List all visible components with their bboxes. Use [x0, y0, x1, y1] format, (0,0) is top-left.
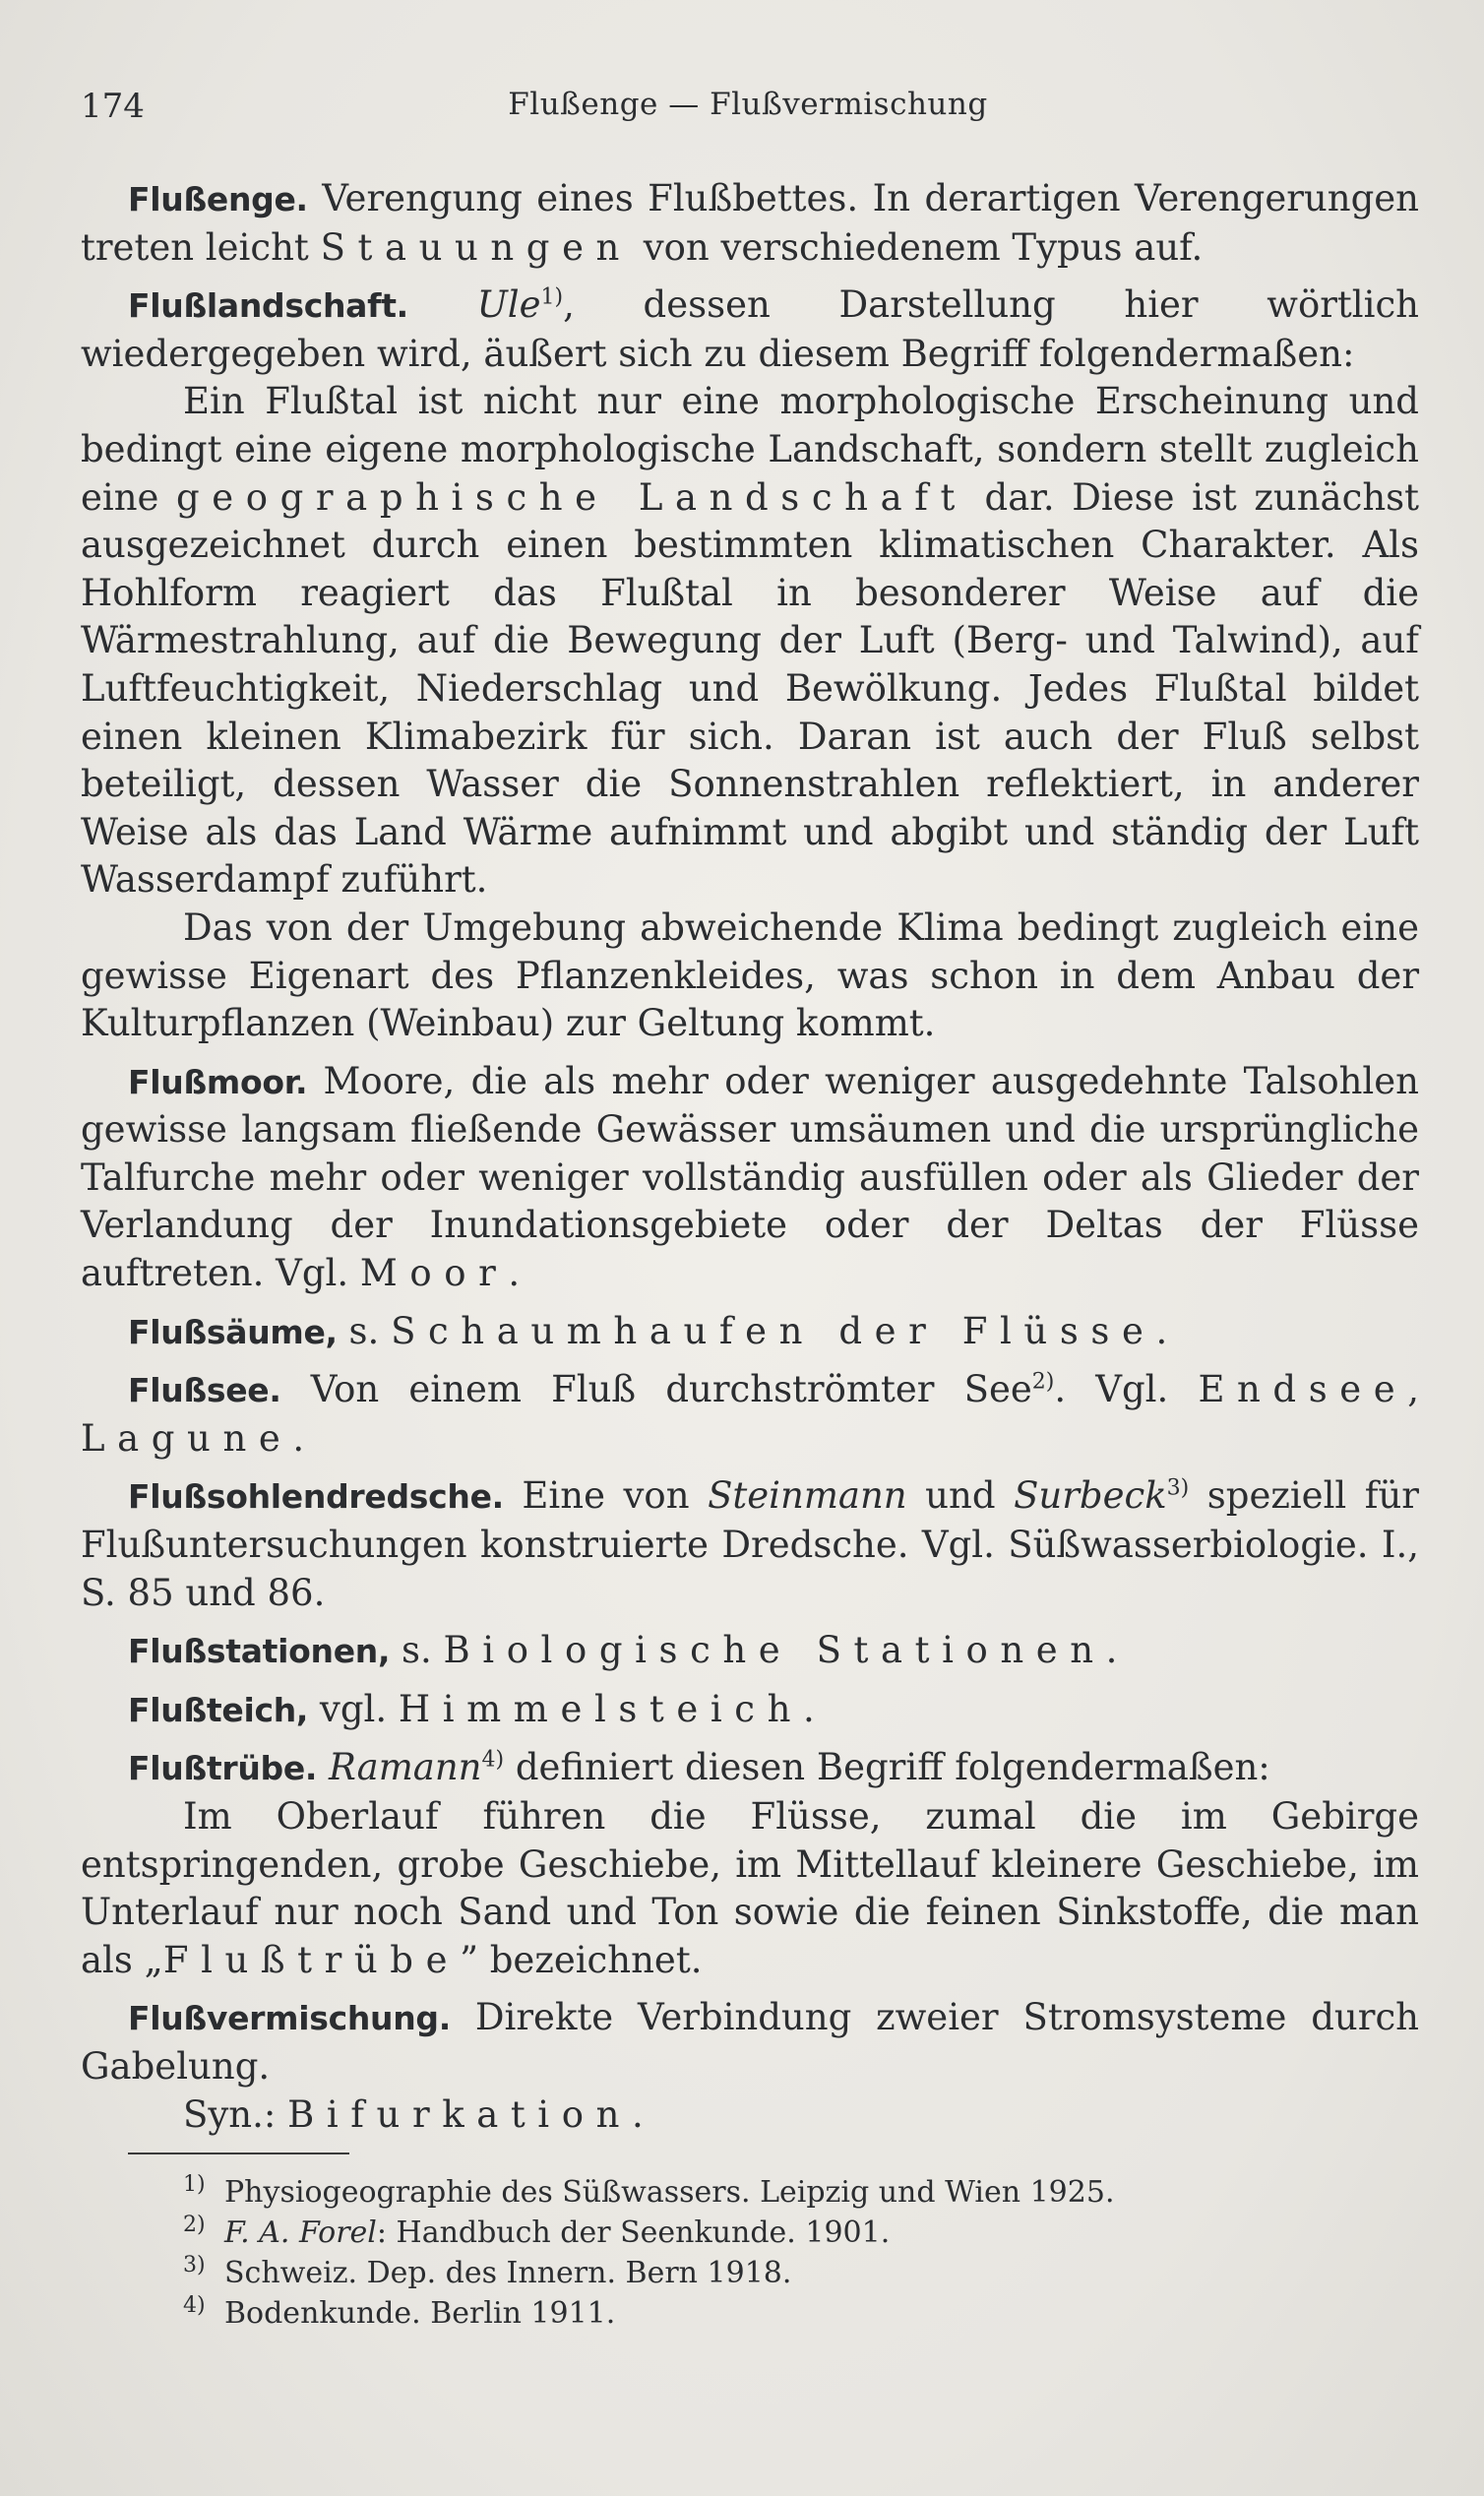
entry-paragraph: [81, 1686, 1419, 1735]
text-run: Ein Flußtal ist nicht nur eine morphologische Erscheinung und bedingt eine eigene morphologische Landschaft, sondern stellt zugleich eine: [81, 380, 1419, 519]
spaced-term: Biologische Stationen: [443, 1629, 1106, 1672]
text-run: .: [631, 2092, 644, 2136]
spaced-term: Himmelsteich: [398, 1687, 803, 1730]
text-run: , dessen Darstellung hier wörtlich wiedergegeben wird, äußert sich zu diesem Begriff folgendermaßen:: [81, 283, 1420, 375]
entry-term: Flußenge.: [128, 180, 308, 218]
text-run: [317, 1746, 329, 1788]
text-run: Eine von: [503, 1474, 709, 1518]
entry-term: Flußtrübe.: [128, 1749, 318, 1788]
dictionary-entry: [81, 1744, 1419, 1984]
author-name: Ramann: [328, 1746, 482, 1789]
entry-paragraph: [81, 1472, 1419, 1617]
footnote-4: 4) Bodenkunde. Berlin 1911.: [183, 2293, 616, 2332]
footnote-text: Bodenkunde. Berlin 1911.: [224, 2296, 616, 2332]
text-run: Im Oberlauf führen die Flüsse, zumal die im Gebirge entspringenden, grobe Geschiebe, im Mittellauf kleinere Geschiebe, im Unterlauf nur noch Sand und Ton sowie die feinen Sinkstoffe, die man als „: [81, 1795, 1419, 1981]
text-run: ” bezeichnet.: [460, 1938, 703, 1981]
author-name: Ule: [476, 283, 541, 327]
text-run: s.: [390, 1629, 444, 1672]
footnote-2: 2) F. A. Forel: Handbuch der Seenkunde. 1901.: [183, 2213, 891, 2251]
text-run: .: [1155, 1309, 1168, 1352]
page-number: 174: [81, 87, 145, 126]
entry-term: Flußsäume,: [128, 1312, 338, 1351]
entry-paragraph: [81, 1994, 1419, 2090]
dictionary-entry: [81, 1472, 1419, 1617]
text-run: Direkte Verbindung zweier Stromsysteme durch Gabelung.: [81, 1996, 1419, 2088]
entry-paragraph: [81, 378, 1419, 905]
text-run: vgl.: [308, 1687, 399, 1730]
spaced-term: Endsee: [1198, 1368, 1408, 1411]
entry-paragraph: [81, 1793, 1419, 1984]
entry-paragraph: [81, 1744, 1419, 1793]
footnote-3: 3) Schweiz. Dep. des Innern. Bern 1918.: [183, 2253, 792, 2291]
entry-term: Flußlandschaft.: [128, 286, 408, 326]
text-run: s.: [337, 1309, 392, 1352]
text-run: dar. Diese ist zunächst ausgezeichnet durch einen bestimmten klimatischen Charakter. Als Hohlform reagiert das Flußtal in besonderer Weise auf die Wärmestrahlung, auf die Bewegung der Luft (Berg- und Talwind), auf Luftfeuchtigkeit, Niederschlag und Bewölkung. Jedes Flußtal bildet einen kleinen Klimabezirk für sich. Daran ist auch der Fluß selbst beteiligt, dessen Wasser die Sonnenstrahlen reflektiert, in anderer Weise als das Land Wärme aufnimmt und abgibt und ständig der Luft Wasserdampf zuführt.: [81, 475, 1420, 902]
entry-paragraph: [81, 905, 1419, 1048]
footnote-ref: 3): [1166, 1476, 1190, 1502]
footnote-ref: 2): [1031, 1369, 1055, 1395]
page-body: [81, 175, 1419, 2334]
entry-paragraph: [81, 175, 1419, 272]
spaced-term: Moor: [359, 1252, 509, 1295]
text-run: und: [906, 1474, 1015, 1518]
footnote-1: 1) Physiogeographie des Süßwassers. Leipzig und Wien 1925.: [183, 2172, 1115, 2211]
text-run: von verschiedenem Typus auf.: [631, 225, 1204, 269]
entry-paragraph: [81, 1308, 1419, 1357]
footnote-text: Schweiz. Dep. des Innern. Bern 1918.: [224, 2256, 792, 2291]
footnote-author: F. A. Forel: [224, 2215, 377, 2251]
text-run: .: [292, 1416, 305, 1460]
text-run: ,: [1407, 1368, 1419, 1411]
text-run: .: [1105, 1629, 1118, 1672]
page-header: [81, 87, 1415, 136]
footnote-rule: [128, 2153, 349, 2154]
footnote-text: Physiogeographie des Süßwassers. Leipzig und Wien 1925.: [224, 2175, 1115, 2211]
author-name: Steinmann: [708, 1474, 907, 1518]
dictionary-entry: [81, 1058, 1419, 1298]
spaced-term: Flußtrübe: [162, 1938, 461, 1981]
spaced-term: Stauungen: [320, 225, 632, 269]
entry-paragraph: [81, 2091, 1419, 2140]
entry-term: Flußsohlendredsche.: [128, 1477, 504, 1517]
spaced-term: Lagune: [81, 1416, 293, 1460]
entry-term: Flußvermischung.: [128, 1999, 451, 2038]
text-run: .: [802, 1687, 815, 1730]
entry-paragraph: [81, 1627, 1419, 1676]
footnote-ref: 1): [540, 284, 564, 310]
dictionary-entry: [81, 1994, 1419, 2139]
text-run: .: [508, 1252, 521, 1295]
entry-term: Flußmoor.: [128, 1062, 308, 1101]
spaced-term: Bifurkation: [287, 2092, 632, 2136]
text-run: Syn.:: [183, 2092, 288, 2136]
text-run: definiert diesen Begriff folgendermaßen:: [504, 1746, 1270, 1789]
entry-term: Flußsee.: [128, 1371, 281, 1410]
entry-list: [81, 175, 1419, 2139]
footnote-text: : Handbuch der Seenkunde. 1901.: [376, 2215, 891, 2251]
footnotes: [183, 2172, 1419, 2334]
dictionary-entry: [81, 1686, 1419, 1735]
entry-term: Flußstationen,: [128, 1632, 391, 1671]
footnote-ref: 4): [481, 1748, 505, 1774]
dictionary-entry: [81, 175, 1419, 272]
text-run: Von einem Fluß durchströmter See: [280, 1368, 1032, 1411]
entry-paragraph: [81, 1058, 1419, 1298]
text-run: [408, 283, 477, 326]
dictionary-entry: [81, 1366, 1419, 1463]
entry-paragraph: [81, 281, 1419, 378]
dictionary-entry: [81, 1627, 1419, 1676]
spaced-term: geographische Landschaft: [176, 475, 967, 519]
text-run: Verengung eines Flußbettes. In derartigen Verengerungen treten leicht: [81, 177, 1419, 269]
text-run: Moore, die als mehr oder weniger ausgedehnte Talsohlen gewisse langsam fließende Gewässer umsäumen und die ursprüngliche Talfurche mehr oder weniger vollständig ausfüllen oder als Glieder der Verlandung der Inundationsgebiete oder der Deltas der Flüsse auftreten. Vgl.: [81, 1059, 1419, 1295]
dictionary-entry: [81, 1308, 1419, 1357]
text-run: Das von der Umgebung abweichende Klima bedingt zugleich eine gewisse Eigenart des Pflanzenkleides, was schon in dem Anbau der Kulturpflanzen (Weinbau) zur Geltung kommt.: [81, 905, 1419, 1045]
dictionary-entry: [81, 281, 1419, 1048]
spaced-term: Schaumhaufen der Flüsse: [391, 1309, 1156, 1352]
entry-term: Flußteich,: [128, 1690, 309, 1729]
text-run: . Vgl.: [1054, 1368, 1199, 1411]
text-run: speziell für Flußuntersuchungen konstruierte Dredsche. Vgl. Süßwasserbiologie. I., S. 85 und 86.: [81, 1474, 1419, 1614]
entry-paragraph: [81, 1366, 1419, 1463]
running-head: Flußenge — Flußvermischung: [508, 87, 988, 122]
author-name: Surbeck: [1014, 1474, 1167, 1518]
